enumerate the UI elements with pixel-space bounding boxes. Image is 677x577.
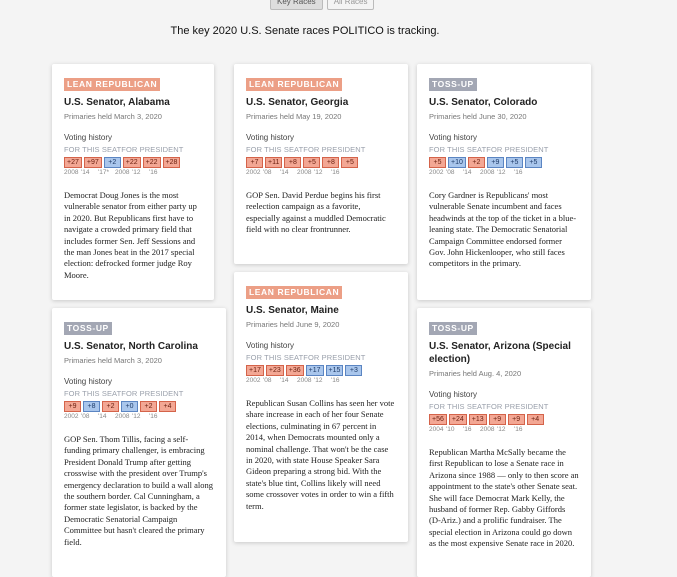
vote-margin-chip: +17 (306, 365, 324, 376)
voting-history-chips (64, 401, 214, 412)
rating-badge: TOSS-UP (429, 322, 477, 335)
vote-margin-chip: +56 (429, 414, 447, 425)
seat-president-label: FOR THIS SEATFOR PRESIDENT (64, 145, 184, 154)
election-year: '16 (514, 169, 523, 176)
vote-margin-chip: +5 (341, 157, 358, 168)
vote-margin-chip: +7 (246, 157, 263, 168)
election-year: '16 (463, 426, 472, 433)
vote-margin-chip: +9 (487, 157, 504, 168)
vote-margin-chip: +2 (102, 401, 119, 412)
vote-margin-chip: +22 (123, 157, 141, 168)
vote-margin-chip: +97 (84, 157, 102, 168)
vote-margin-chip: +22 (143, 157, 161, 168)
primaries-date: Primaries held March 3, 2020 (64, 112, 162, 121)
election-year: '16 (331, 377, 340, 384)
election-year: '12 (497, 426, 506, 433)
election-year: '08 (81, 413, 90, 420)
race-card-maine[interactable] (234, 272, 408, 542)
vote-margin-chip: +8 (83, 401, 100, 412)
vote-margin-chip: +15 (326, 365, 344, 376)
election-year: '14 (280, 169, 289, 176)
voting-history-label: Voting history (64, 377, 113, 386)
election-years (429, 426, 579, 433)
election-year: '08 (446, 169, 455, 176)
race-description: GOP Sen. Thom Tillis, facing a self-funding primary challenger, is embracing President Donald Trump after getting crosswise with the president over Trump's emergency declaration to build a wall along the southern border. Cal Cunningham, a former state legislator, is backed by the Democratic Senatorial Campaign Committee but hasn't cleared the primary field. (64, 434, 214, 547)
race-card-arizona[interactable] (417, 308, 591, 577)
seat-president-label: FOR THIS SEATFOR PRESIDENT (429, 145, 549, 154)
race-card-colorado[interactable] (417, 64, 591, 300)
vote-margin-chip: +9 (508, 414, 525, 425)
election-year: '12 (497, 169, 506, 176)
primaries-date: Primaries held June 9, 2020 (246, 320, 340, 329)
race-description: Cory Gardner is Republicans' most vulnerable Senate incumbent and faces headwinds at the top of the ticket in a blue-leaning state. The Democratic Senatorial Campaign Committee endorsed former Gov. John Hickenlooper, who still faces competitors in the primary. (429, 190, 577, 269)
primaries-date: Primaries held May 19, 2020 (246, 112, 342, 121)
election-year: '08 (263, 377, 272, 384)
vote-margin-chip: +11 (265, 157, 282, 168)
election-year: '10 (446, 426, 455, 433)
election-year: 2008 (115, 169, 130, 176)
election-year: 2008 (115, 413, 130, 420)
tab-key-races[interactable]: Key Races (270, 0, 323, 10)
vote-margin-chip: +2 (140, 401, 157, 412)
election-year: 2004 (429, 426, 444, 433)
election-years (246, 169, 396, 176)
race-card-georgia[interactable] (234, 64, 408, 264)
election-year: 2008 (64, 169, 79, 176)
vote-margin-chip: +10 (448, 157, 466, 168)
vote-margin-chip: +8 (284, 157, 301, 168)
voting-history-chips (64, 157, 202, 168)
vote-margin-chip: +2 (104, 157, 121, 168)
race-description: Republican Martha McSally became the first Republican to lose a Senate race in Arizona since 1988 — only to then score an appointment to the state's other Senate seat. She will face Democrat Mark Kelly, the husband of former Rep. Gabby Giffords (D-Ariz.) and a prolific fundraiser. The special election in Arizona could go down as the most expensive Senate race in 2020. (429, 447, 579, 549)
vote-margin-chip: +9 (489, 414, 506, 425)
race-title: U.S. Senator, North Carolina (64, 341, 198, 352)
seat-president-label: FOR THIS SEATFOR PRESIDENT (246, 353, 366, 362)
vote-margin-chip: +5 (303, 157, 320, 168)
election-year: '12 (132, 169, 141, 176)
race-description: Republican Susan Collins has seen her vote share increase in each of her four Senate elections, culminating in 67 percent in 2014, when Democrats mounted only a nominal challenge. That won't be the case in 2020, with state House Speaker Sara Gideon preparing a strong bid. With the state's blue tint, Collins likely will need some crossover votes in order to win a fifth term. (246, 398, 395, 511)
vote-margin-chip: +13 (469, 414, 487, 425)
tab-all-races[interactable]: All Races (327, 0, 375, 10)
election-year: '14 (98, 413, 107, 420)
vote-margin-chip: +5 (429, 157, 446, 168)
voting-history-label: Voting history (246, 133, 295, 142)
vote-margin-chip: +2 (468, 157, 485, 168)
election-years (246, 377, 396, 384)
election-year: 2008 (297, 169, 312, 176)
vote-margin-chip: +0 (121, 401, 138, 412)
race-title: U.S. Senator, Maine (246, 305, 339, 316)
rating-badge: TOSS-UP (429, 78, 477, 91)
race-description: Democrat Doug Jones is the most vulnerable senator from either party up in 2020. But Republicans first have to navigate a crowded primary field that includes former Sen. Jeff Sessions and the man Jones beat in the 2017 special election: defrocked former judge Roy Moore. (64, 190, 197, 280)
vote-margin-chip: +23 (266, 365, 284, 376)
election-year: 2002 (246, 169, 261, 176)
vote-margin-chip: +5 (506, 157, 523, 168)
election-year: '16 (514, 426, 523, 433)
election-year: 2008 (480, 169, 495, 176)
voting-history-label: Voting history (64, 133, 113, 142)
seat-president-label: FOR THIS SEATFOR PRESIDENT (429, 402, 549, 411)
election-year: '08 (263, 169, 272, 176)
election-year: '17* (98, 169, 110, 176)
race-title: U.S. Senator, Alabama (64, 97, 170, 108)
election-year: 2008 (297, 377, 312, 384)
election-year: 2002 (64, 413, 79, 420)
vote-margin-chip: +24 (449, 414, 467, 425)
election-year: 2008 (480, 426, 495, 433)
primaries-date: Primaries held Aug. 4, 2020 (429, 369, 522, 378)
election-years (64, 413, 214, 420)
race-title: U.S. Senator, Georgia (246, 97, 349, 108)
seat-president-label: FOR THIS SEATFOR PRESIDENT (64, 389, 184, 398)
election-year: '12 (314, 169, 323, 176)
vote-margin-chip: +3 (345, 365, 362, 376)
voting-history-chips (246, 157, 396, 168)
race-title: U.S. Senator, Colorado (429, 97, 538, 108)
primaries-date: Primaries held June 30, 2020 (429, 112, 527, 121)
rating-badge: LEAN REPUBLICAN (246, 78, 342, 91)
election-years (64, 169, 202, 176)
rating-badge: LEAN REPUBLICAN (246, 286, 342, 299)
election-year: '16 (149, 169, 158, 176)
voting-history-label: Voting history (246, 341, 295, 350)
election-year: '12 (132, 413, 141, 420)
primaries-date: Primaries held March 3, 2020 (64, 356, 162, 365)
vote-margin-chip: +27 (64, 157, 82, 168)
vote-margin-chip: +28 (163, 157, 181, 168)
election-year: 2002 (429, 169, 444, 176)
election-year: '14 (81, 169, 90, 176)
vote-margin-chip: +17 (246, 365, 264, 376)
race-tabs (270, 0, 374, 10)
election-year: '14 (463, 169, 472, 176)
voting-history-label: Voting history (429, 133, 478, 142)
page-subtitle: The key 2020 U.S. Senate races POLITICO is tracking. (170, 25, 440, 37)
race-card-alabama[interactable] (52, 64, 214, 300)
race-card-north-carolina[interactable] (52, 308, 226, 577)
election-year: '16 (331, 169, 340, 176)
election-year: '14 (280, 377, 289, 384)
rating-badge: TOSS-UP (64, 322, 112, 335)
vote-margin-chip: +8 (322, 157, 339, 168)
rating-badge: LEAN REPUBLICAN (64, 78, 160, 91)
vote-margin-chip: +36 (286, 365, 304, 376)
race-title: U.S. Senator, Arizona (Special election) (429, 341, 571, 365)
election-years (429, 169, 579, 176)
race-description: GOP Sen. David Perdue begins his first reelection campaign as a favorite, especially against a muddled Democratic field with no clear frontrunner. (246, 190, 386, 235)
vote-margin-chip: +4 (159, 401, 176, 412)
voting-history-chips (246, 365, 396, 376)
voting-history-chips (429, 157, 579, 168)
voting-history-chips (429, 414, 579, 425)
vote-margin-chip: +5 (525, 157, 542, 168)
election-year: 2002 (246, 377, 261, 384)
voting-history-label: Voting history (429, 390, 478, 399)
election-year: '16 (149, 413, 158, 420)
election-year: '12 (314, 377, 323, 384)
vote-margin-chip: +4 (527, 414, 544, 425)
seat-president-label: FOR THIS SEATFOR PRESIDENT (246, 145, 366, 154)
vote-margin-chip: +9 (64, 401, 81, 412)
